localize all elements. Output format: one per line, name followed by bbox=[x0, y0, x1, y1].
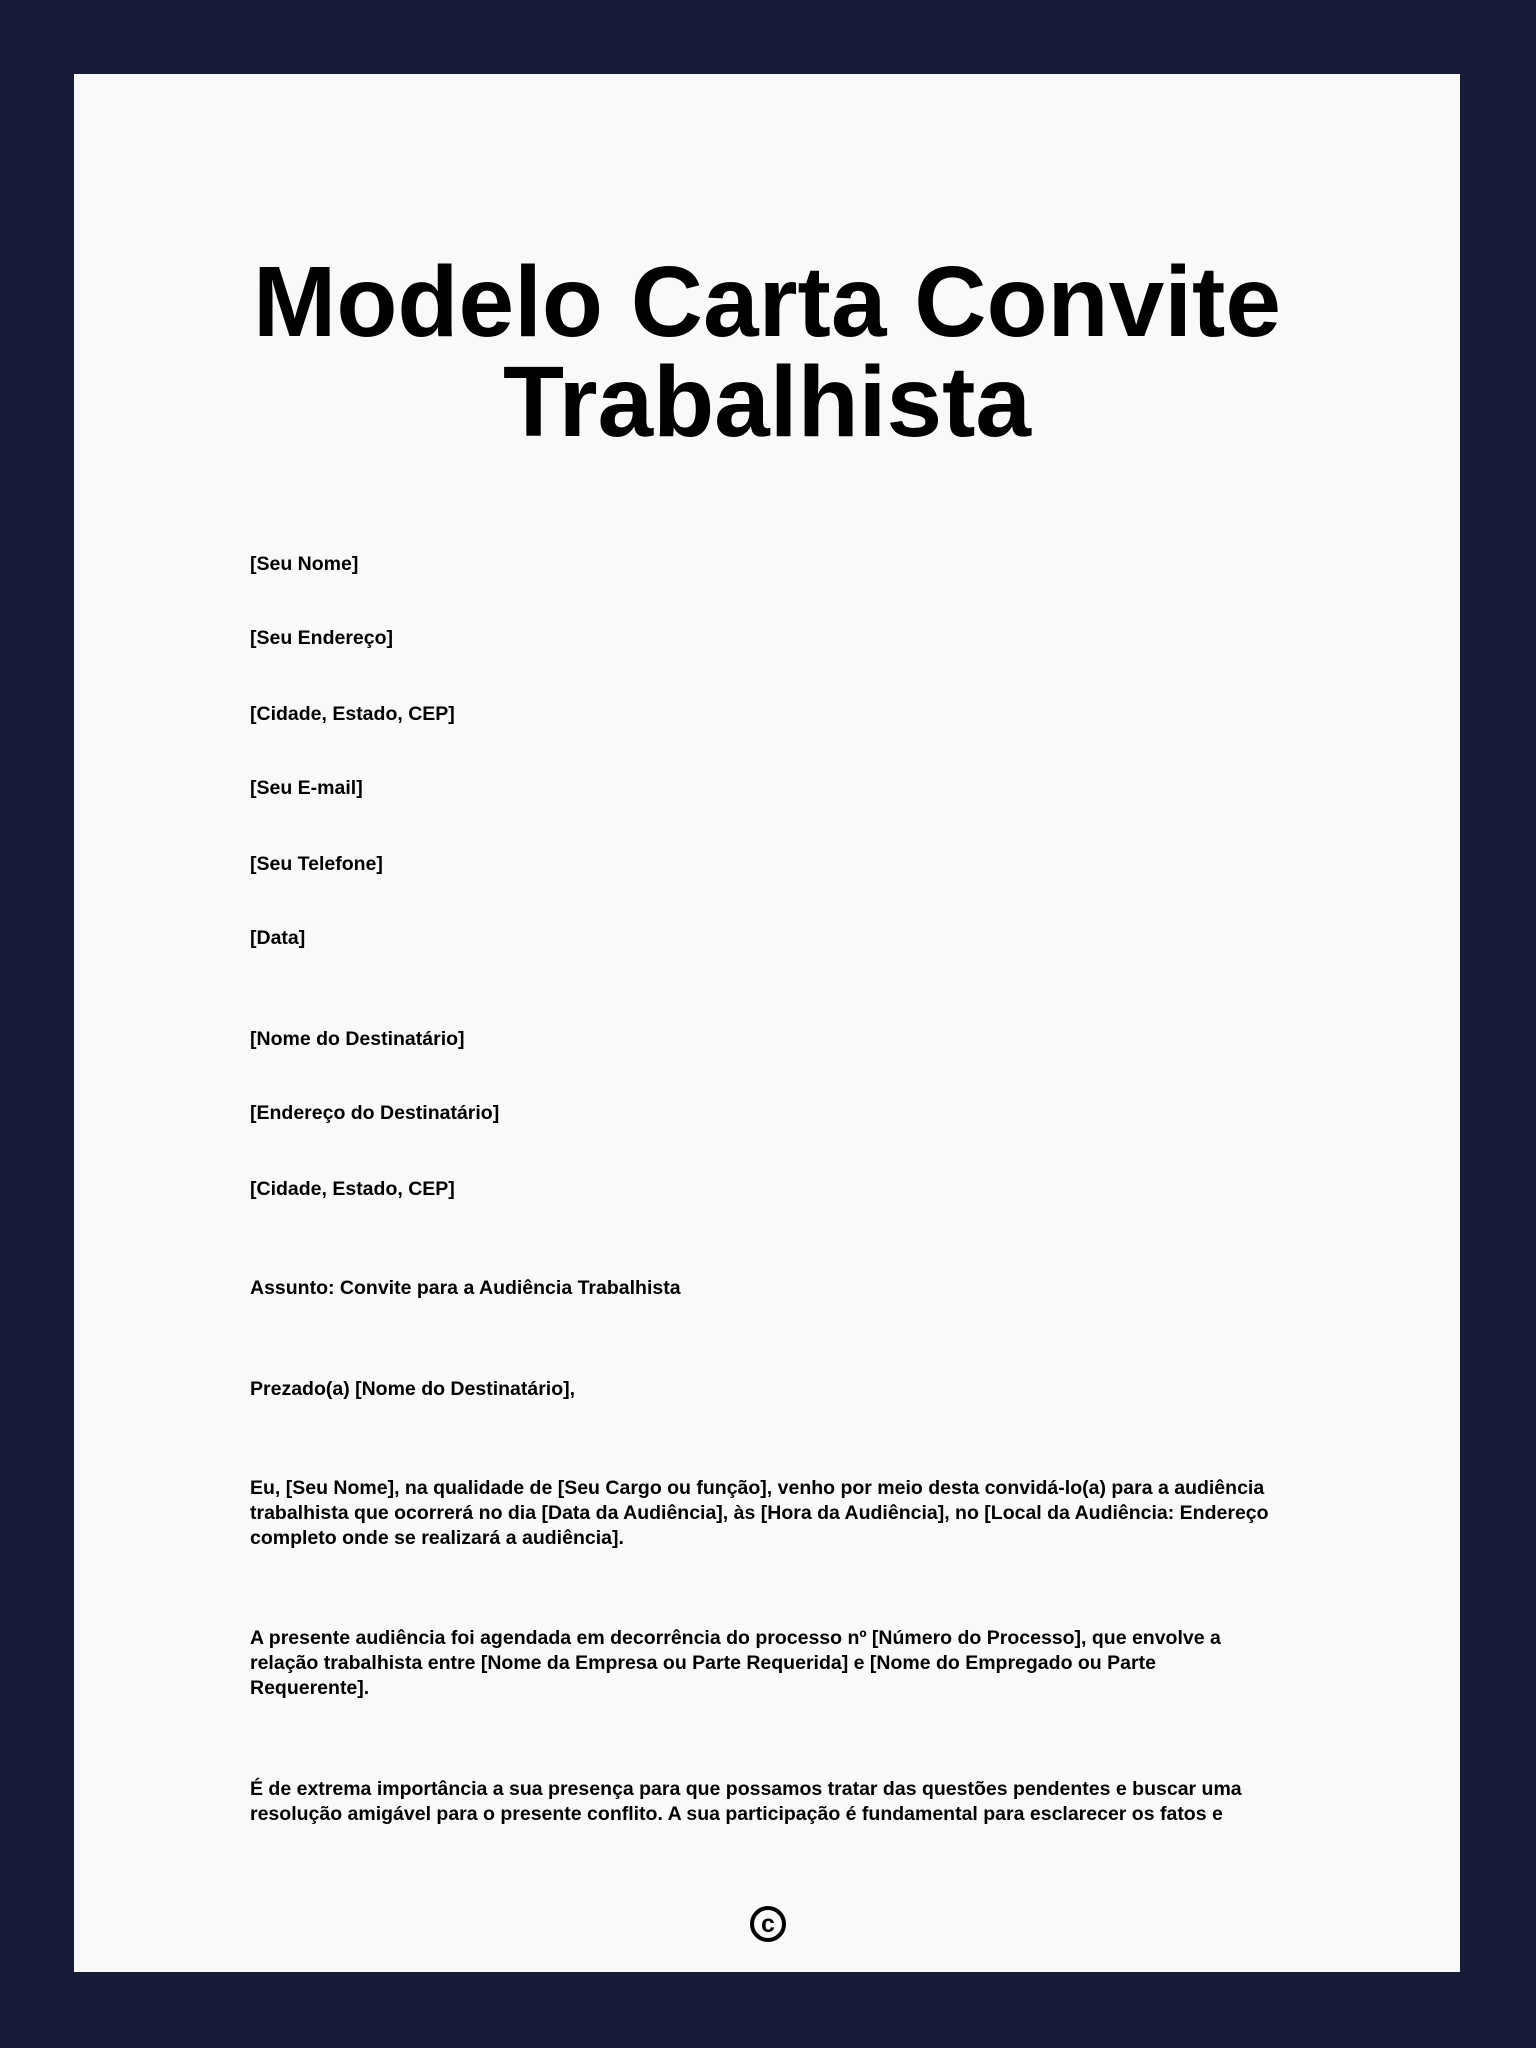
sender-phone: [Seu Telefone] bbox=[250, 853, 383, 875]
document-title: Modelo Carta Convite Trabalhista bbox=[253, 246, 1281, 458]
paragraph-importance: É de extrema importância a sua presença para que possamos tratar das questões pendentes e buscar uma resolução amigável para o presente conflito. A sua participação é fundamental para esclarecer os fatos e bbox=[250, 1778, 1242, 1825]
sender-city: [Cidade, Estado, CEP] bbox=[250, 703, 455, 725]
subject-line: Assunto: Convite para a Audiência Trabalhista bbox=[250, 1277, 681, 1299]
sender-address: [Seu Endereço] bbox=[250, 627, 394, 649]
sender-name: [Seu Nome] bbox=[250, 553, 359, 575]
paragraph-invitation: Eu, [Seu Nome], na qualidade de [Seu Cargo ou função], venho por meio desta convidá-lo(a) para a audiência trabalhista que ocorrerá no dia [Data da Audiência], às [Hora da Audiência], no [Local da Audiência: Endereço completo onde se realizará a audiência]. bbox=[250, 1477, 1269, 1549]
paragraph-process: A presente audiência foi agendada em decorrência do processo nº [Número do Processo], que envolve a relação trabalhista entre [Nome da Empresa ou Parte Requerida] e [Nome do Empregado ou Parte Requerente]. bbox=[250, 1627, 1221, 1699]
sender-email: [Seu E-mail] bbox=[250, 777, 363, 799]
recipient-city: [Cidade, Estado, CEP] bbox=[250, 1178, 455, 1200]
greeting: Prezado(a) [Nome do Destinatário], bbox=[250, 1378, 576, 1400]
letter-date: [Data] bbox=[250, 927, 306, 949]
recipient-address: [Endereço do Destinatário] bbox=[250, 1102, 500, 1124]
document-page bbox=[74, 74, 1460, 1972]
copyright-icon: c bbox=[750, 1906, 786, 1942]
recipient-name: [Nome do Destinatário] bbox=[250, 1028, 465, 1050]
